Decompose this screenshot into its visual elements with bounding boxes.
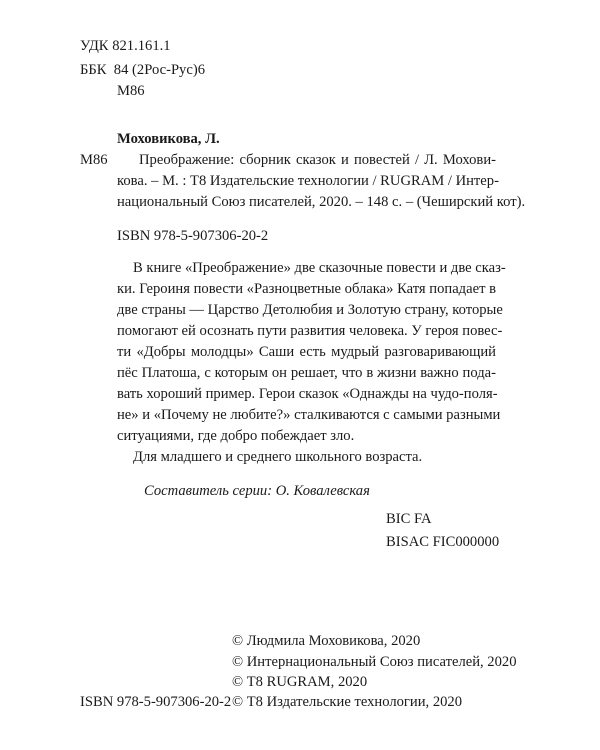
entry-line: кова. – М. : Т8 Издательские технологии / RUGRAM / Интер- <box>117 173 499 189</box>
series-compiler: Составитель серии: О. Ковалевская <box>144 483 370 499</box>
audience-note: Для младшего и среднего школьного возраста. <box>133 449 423 465</box>
copyright-line: © Интернациональный Союз писателей, 2020 <box>232 654 517 670</box>
copyright-line: © Людмила Моховикова, 2020 <box>232 633 421 649</box>
udk-code: УДК 821.161.1 <box>80 38 171 54</box>
entry-side-mark: М86 <box>80 152 108 168</box>
entry-isbn: ISBN 978-5-907306-20-2 <box>117 228 269 244</box>
bic-code: BIC FA <box>386 511 432 527</box>
annotation-line: ти «Добры молодцы» Саши есть мудрый разговаривающий <box>117 344 496 360</box>
annotation-line: вать хороший пример. Герои сказок «Однажды на чудо-поля- <box>117 386 498 402</box>
annotation-line: не» и «Почему не любите?» сталкиваются с самыми разными <box>117 407 501 423</box>
annotation-line: помогают ей осознать пути развития человека. У героя повес- <box>117 323 503 339</box>
annotation-line: пёс Платоша, с которым он решает, что в жизни важно пода- <box>117 365 496 381</box>
annotation-line: В книге «Преображение» две сказочные повести и две сказ- <box>133 260 506 276</box>
copyright-line: © Т8 Издательские технологии, 2020 <box>232 694 463 710</box>
entry-author: Моховикова, Л. <box>117 131 220 147</box>
entry-line: Преображение: сборник сказок и повестей / Л. Мохови- <box>139 152 496 168</box>
annotation-line: ки. Героиня повести «Разноцветные облака» Катя попадает в <box>117 281 496 297</box>
annotation-line: ситуациями, где добро побеждает зло. <box>117 428 355 444</box>
entry-line: национальный Союз писателей, 2020. – 148 с. – (Чеширский кот). <box>117 194 526 210</box>
bisac-code: BISAC FIC000000 <box>386 534 500 550</box>
bbk-code: ББК 84 (2Рос-Рус)6 <box>80 62 205 78</box>
author-mark: М86 <box>117 83 145 99</box>
copyright-line: © Т8 RUGRAM, 2020 <box>232 674 368 690</box>
annotation-line: две страны — Царство Детолюбия и Золотую страну, которые <box>117 302 503 318</box>
footer-isbn: ISBN 978-5-907306-20-2 <box>80 694 232 710</box>
